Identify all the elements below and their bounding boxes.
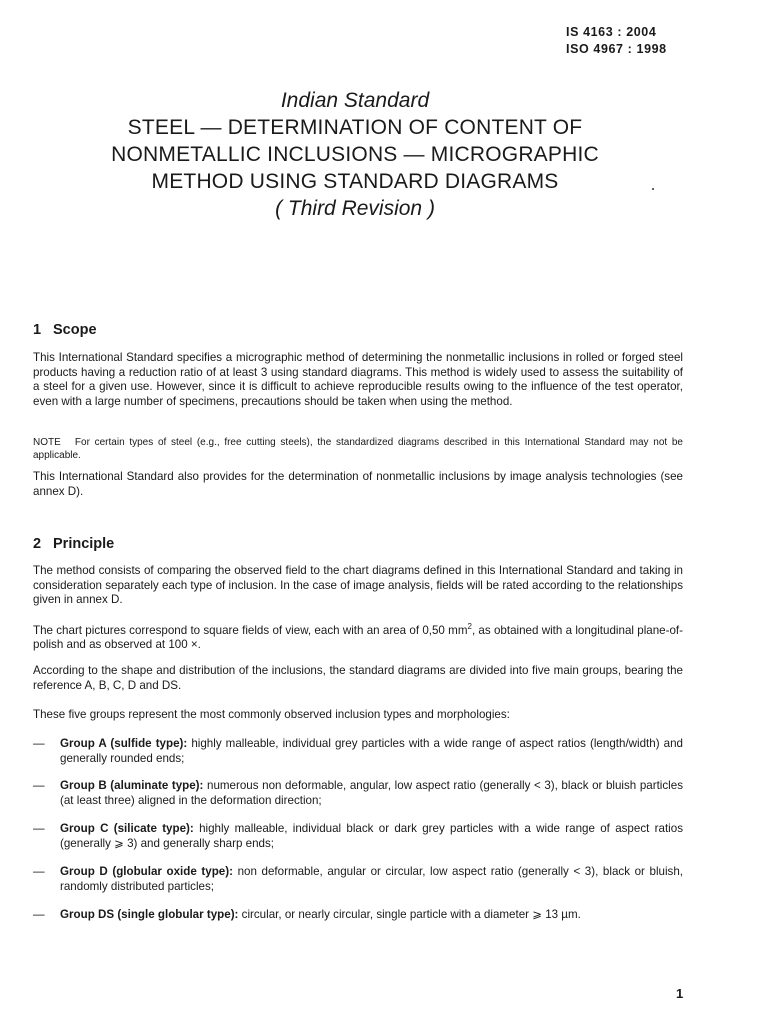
group-description: highly malleable, individual grey particles with a wide range of aspect ratios (length/width) and generally rounded ends; (60, 737, 683, 765)
is-code: IS 4163 : 2004 (566, 25, 657, 39)
dash: — (33, 737, 45, 750)
page-number: 1 (676, 986, 684, 1001)
standard-label: Indian Standard (280, 89, 430, 112)
para2-text: The chart pictures correspond to square fields of view, each with an area of 0,50 mm (33, 623, 468, 637)
group-description: numerous non deformable, angular, low aspect ratio (generally < 3), black or bluish particles (at least three) aligned in the deformation direction; (60, 779, 683, 807)
title-line-2: NONMETALLIC INCLUSIONS — MICROGRAPHIC (111, 143, 599, 166)
note-label: NOTE (33, 437, 61, 448)
principle-paragraph-3: According to the shape and distribution of the inclusions, the standard diagrams are divided into five main groups, bearing the reference A, B, C, D and DS. (33, 664, 683, 692)
scan-speck (652, 188, 654, 190)
title-line-3: METHOD USING STANDARD DIAGRAMS (151, 170, 559, 193)
revision-label: ( Third Revision ) (275, 197, 435, 220)
list-item-group-a (33, 737, 683, 766)
title-block (0, 88, 710, 223)
group-label: Group C (silicate type): (60, 822, 194, 835)
group-description: non deformable, angular or circular, low aspect ratio (generally < 3), black or bluish, randomly distributed particles; (60, 865, 684, 893)
group-description: circular, or nearly circular, single particle with a diameter ⩾ 13 µm. (241, 908, 581, 921)
principle-paragraph-4: These five groups represent the most commonly observed inclusion types and morphologies: (33, 708, 510, 721)
principle-paragraph-2 (33, 620, 683, 653)
section-title: Scope (53, 322, 97, 338)
group-label: Group D (globular oxide type): (60, 865, 233, 878)
scope-paragraph-2: This International Standard also provides for the determination of nonmetallic inclusions by image analysis technologies (see annex D). (33, 470, 683, 498)
scope-paragraph-1: This International Standard specifies a micrographic method of determining the nonmetallic inclusions in rolled or forged steel products having a reduction ratio of at least 3 using standard diagrams. This method is widely used to assess the suitability of a steel for a given use. However, since it is difficult to achieve reproducible results owing to the influence of the test operator, even with a large number of specimens, precautions should be taken when using the method. (33, 351, 683, 408)
standard-codes (566, 24, 667, 58)
section-2-heading (33, 536, 114, 552)
scope-note (33, 436, 683, 462)
group-label: Group B (aluminate type): (60, 779, 204, 792)
list-item-group-c (33, 822, 683, 851)
dash: — (33, 908, 45, 921)
list-item-group-d (33, 865, 683, 894)
section-title: Principle (53, 536, 115, 552)
iso-code: ISO 4967 : 1998 (566, 42, 667, 56)
section-number: 2 (33, 536, 42, 552)
superscript: 2 (467, 622, 472, 631)
list-item-group-b (33, 779, 683, 808)
para2-text-end: , as obtained with a longitudinal plane-of-polish and as observed at 100 ×. (33, 623, 684, 652)
group-description: highly malleable, individual black or dark grey particles with a wide range of aspect ratios (generally ⩾ 3) and generally sharp ends; (60, 822, 683, 850)
title-line-1: STEEL — DETERMINATION OF CONTENT OF (127, 116, 583, 139)
list-item-group-ds (33, 908, 581, 923)
note-text: For certain types of steel (e.g., free cutting steels), the standardized diagrams described in this International Standard may not be applicable. (33, 437, 683, 461)
principle-paragraph-1: The method consists of comparing the observed field to the chart diagrams defined in this International Standard and taking in consideration separately each type of inclusion. In the case of image analysis, fields will be rated according to the relationships given in annex D. (33, 564, 683, 607)
group-label: Group A (sulfide type): (60, 737, 188, 750)
dash: — (33, 822, 45, 835)
section-1-heading (33, 322, 97, 338)
section-number: 1 (33, 322, 42, 338)
group-label: Group DS (single globular type): (60, 908, 239, 921)
dash: — (33, 779, 45, 792)
dash: — (33, 865, 45, 878)
